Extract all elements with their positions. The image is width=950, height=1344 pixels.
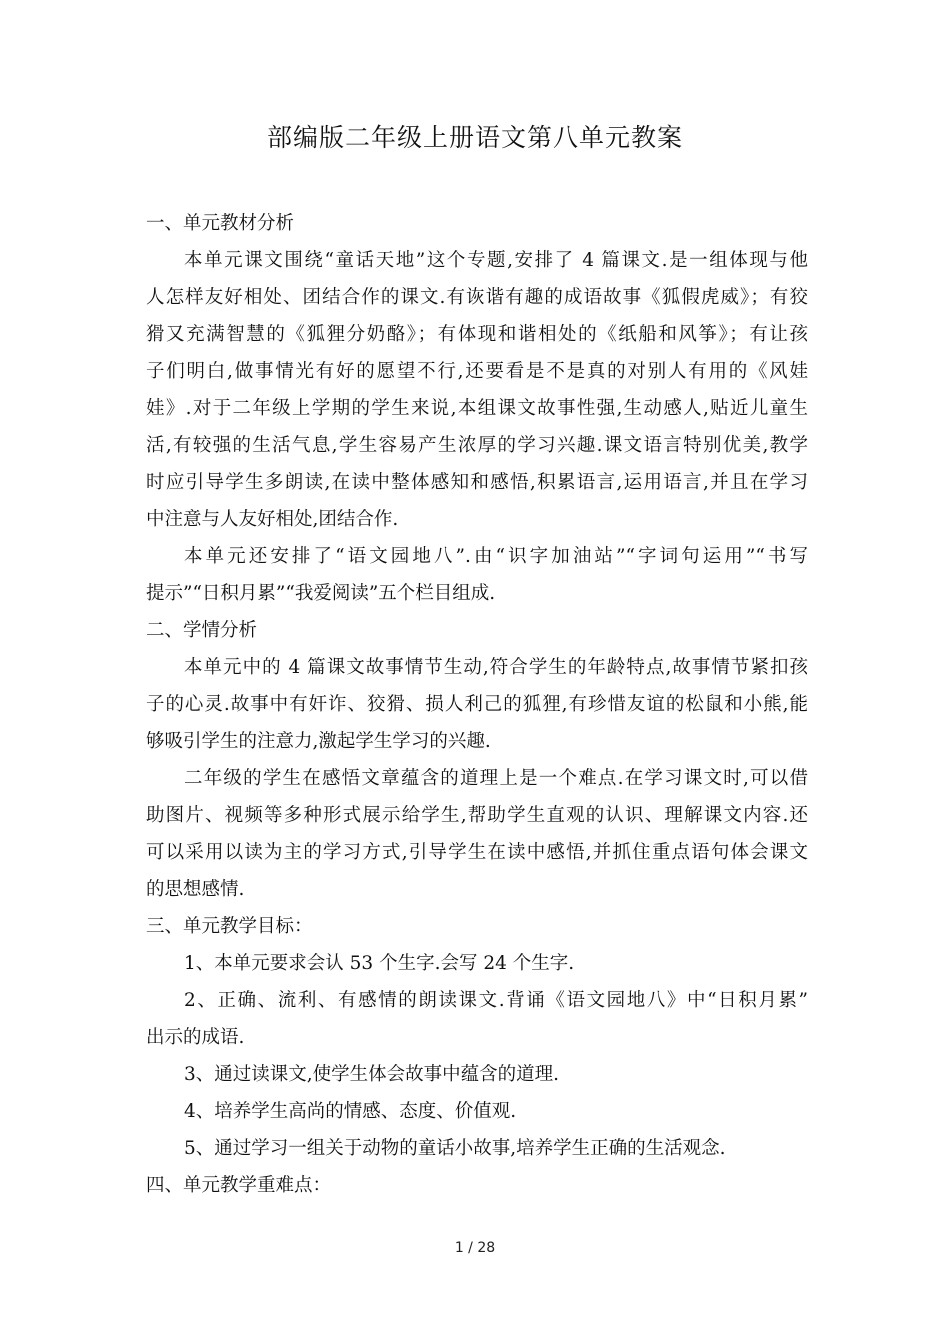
text-line: 1、本单元要求会认 53 个生字.会写 24 个生字.: [184, 953, 575, 974]
text-line: 提示”“日积月累”“我爱阅读”五个栏目组成.: [146, 583, 496, 604]
text-line: 5、通过学习一组关于动物的童话小故事,培养学生正确的生活观念.: [184, 1138, 726, 1159]
text-line: 出示的成语.: [146, 1027, 245, 1048]
text-line: 时应引导学生多朗读,在读中整体感知和感悟,积累语言,运用语言,并且在学习: [146, 472, 808, 493]
text-line: 本单元还安排了“语文园地八”.由“识字加油站”“字词句运用”“书写: [184, 546, 808, 567]
text-line: 娃》.对于二年级上学期的学生来说,本组课文故事性强,生动感人,贴近儿童生: [146, 398, 808, 419]
text-line: 本单元中的 4 篇课文故事情节生动,符合学生的年龄特点,故事情节紧扣孩: [184, 657, 808, 678]
document-body: [146, 205, 808, 1204]
text-line: 2、正确、流利、有感情的朗读课文.背诵《语文园地八》中“日积月累”: [184, 990, 808, 1011]
text-line: 的思想感情.: [146, 879, 245, 900]
text-line: 子们明白,做事情光有好的愿望不行,还要看是不是真的对别人有用的《风娃: [146, 361, 808, 382]
page-title: 部编版二年级上册语文第八单元教案: [266, 123, 683, 152]
text-line: 够吸引学生的注意力,激起学生学习的兴趣.: [146, 731, 491, 752]
section-heading: 四、单元教学重难点：: [146, 1175, 332, 1196]
text-line: 中注意与人友好相处,团结合作.: [146, 509, 399, 530]
text-line: 子的心灵.故事中有奸诈、狡猾、损人利己的狐狸,有珍惜友谊的松鼠和小熊,能: [146, 694, 808, 715]
text-line: 人怎样友好相处、团结合作的课文.有诙谐有趣的成语故事《狐假虎威》；有狡: [146, 287, 808, 308]
text-line: 猾又充满智慧的《狐狸分奶酪》；有体现和谐相处的《纸船和风筝》；有让孩: [146, 324, 808, 345]
page-number: 1 / 28: [454, 1240, 496, 1256]
section-heading: 三、单元教学目标：: [146, 916, 313, 937]
text-line: 4、培养学生高尚的情感、态度、价值观.: [184, 1101, 517, 1122]
section-heading: 二、学情分析: [146, 620, 258, 641]
text-line: 助图片、视频等多种形式展示给学生,帮助学生直观的认识、理解课文内容.还: [146, 805, 808, 826]
text-line: 3、通过读课文,使学生体会故事中蕴含的道理.: [184, 1064, 560, 1085]
text-line: 本单元课文围绕“童话天地”这个专题,安排了 4 篇课文.是一组体现与他: [184, 250, 808, 271]
text-line: 二年级的学生在感悟文章蕴含的道理上是一个难点.在学习课文时,可以借: [184, 768, 808, 789]
text-line: 活,有较强的生活气息,学生容易产生浓厚的学习兴趣.课文语言特别优美,教学: [146, 435, 808, 456]
text-line: 可以采用以读为主的学习方式,引导学生在读中感悟,并抓住重点语句体会课文: [146, 842, 808, 863]
section-heading: 一、单元教材分析: [146, 213, 295, 234]
